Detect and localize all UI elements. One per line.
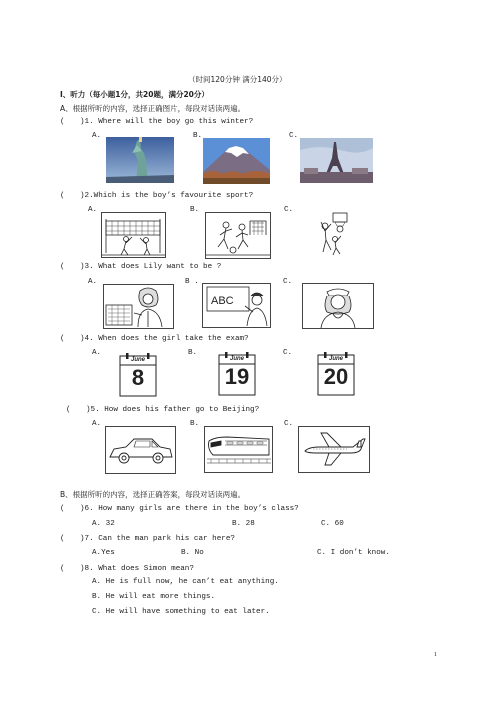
car-picture (105, 426, 176, 474)
q2-opt-b: B. (190, 206, 200, 214)
q7-paren: ( (60, 535, 65, 543)
part-b-instruction: B、根据所听的内容，选择正确答案，每段对话读两遍。 (60, 490, 246, 499)
calendar-day: 8 (131, 365, 145, 390)
q1-text: )1. Where will the boy go this winter? (80, 118, 254, 126)
q5-opt-b: B. (190, 420, 200, 428)
q3-opt-a: A. (88, 278, 98, 286)
q1-paren: ( (60, 118, 65, 126)
q5-opt-a: A. (92, 420, 102, 428)
q8-paren: ( (60, 565, 65, 573)
q4-opt-a: A. (92, 349, 102, 357)
q5-paren: ( (66, 406, 71, 414)
calendar-month: June (229, 356, 244, 362)
nurse-picture (302, 283, 374, 329)
q7-opt-b: B. No (181, 549, 204, 557)
q4-opt-c: C. (283, 349, 293, 357)
q2-paren: ( (60, 192, 65, 200)
mount-fuji-photo (203, 138, 270, 184)
q3-paren: ( (60, 263, 65, 271)
volleyball-picture (101, 212, 166, 258)
train-picture (204, 426, 273, 473)
q3-opt-c: C. (283, 278, 293, 286)
calendar-month: June (328, 356, 343, 362)
q8-opt-b: B. He will eat more things. (92, 593, 216, 601)
q8-opt-a: A. He is full now, he can’t eat anything. (92, 578, 279, 586)
page-number: 1 (434, 652, 437, 658)
q4-text: )4. When does the girl take the exam? (80, 335, 249, 343)
q1-opt-b: B. (193, 132, 203, 140)
q2-opt-c: C. (284, 206, 294, 214)
header-time-score: （时间120分钟 满分140分） (188, 75, 287, 84)
football-picture (205, 212, 271, 259)
q1-opt-c: C. (289, 132, 299, 140)
plane-picture (298, 426, 370, 473)
q6-paren: ( (60, 505, 65, 513)
q7-text: )7. Can the man park his car here? (80, 535, 235, 543)
q7-opt-c: C. I don’t know. (317, 549, 390, 557)
calendar-day: 19 (224, 364, 250, 389)
q7-opt-a: A.Yes (92, 549, 115, 557)
calendar-june-19 (218, 352, 256, 396)
q1-opt-a: A. (92, 132, 102, 140)
q6-text: )6. How many girls are there in the boy’s class? (80, 505, 299, 513)
section-title: Ⅰ、听力（每小题1分，共20题，满分20分） (60, 90, 209, 99)
q2-text: )2.Which is the boy’s favourite sport? (80, 192, 254, 200)
statue-of-liberty-photo (106, 137, 174, 183)
calendar-june-8 (119, 353, 157, 397)
q5-text: )5. How does his father go to Beijing? (86, 406, 260, 414)
q6-opt-c: C. 60 (321, 520, 344, 528)
q6-opt-a: A. 32 (92, 520, 115, 528)
teacher-blackboard-picture (202, 283, 271, 328)
q4-opt-b: B. (188, 349, 198, 357)
q3-text: )3. What does Lily want to be ? (80, 263, 222, 271)
blackboard-text: ABC (211, 295, 234, 307)
calendar-day: 20 (323, 364, 349, 389)
calendar-june-20 (317, 352, 355, 396)
q5-opt-c: C. (284, 420, 294, 428)
calendar-month: June (130, 357, 145, 363)
basketball-picture (313, 212, 352, 256)
q2-opt-a: A. (88, 206, 98, 214)
q6-opt-b: B. 28 (232, 520, 255, 528)
q8-opt-c: C. He will have something to eat later. (92, 608, 270, 616)
teacher-picture (103, 284, 174, 329)
q8-text: )8. What does Simon mean? (80, 565, 194, 573)
part-a-instruction: A、根据所听的内容，选择正确图片，每段对话读两遍。 (60, 104, 246, 113)
q3-opt-b: B . (185, 278, 199, 286)
q4-paren: ( (60, 335, 65, 343)
eiffel-tower-photo (300, 138, 373, 183)
